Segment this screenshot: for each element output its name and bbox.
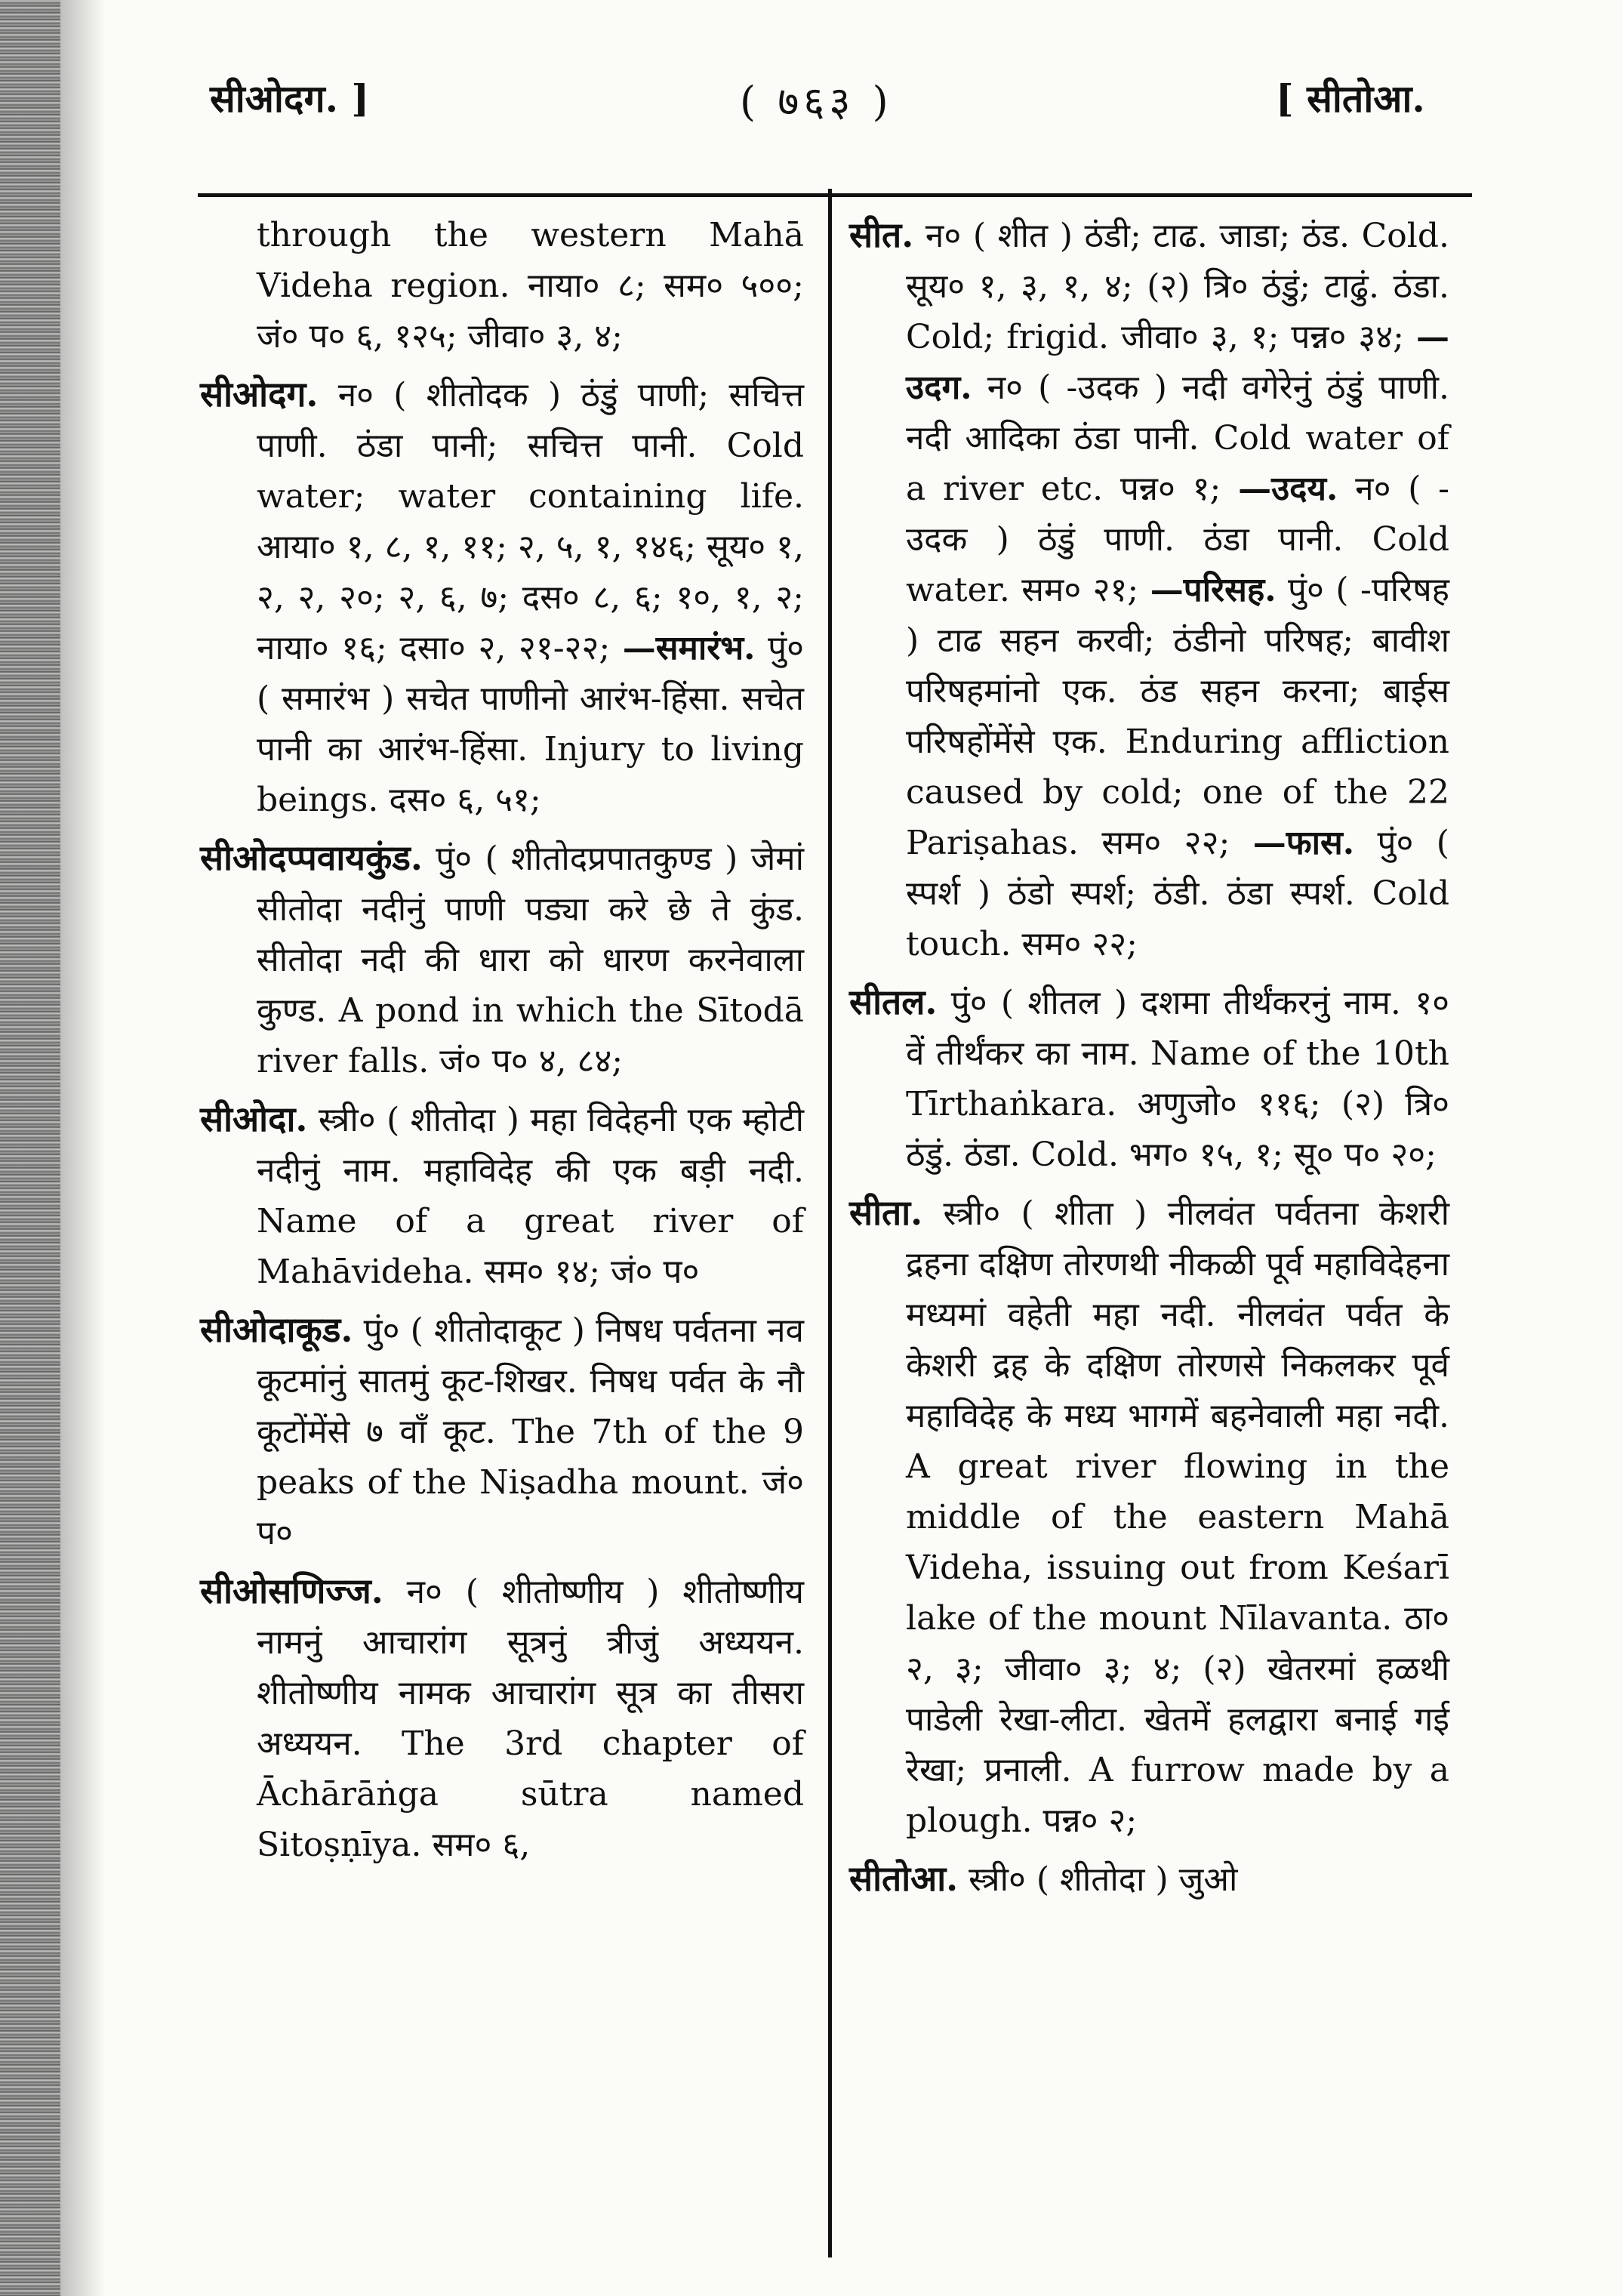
entry-text: स्त्री० ( शीतोदा ) महा विदेहनी एक म्होटी नदीनुं नाम. महाविदेह की एक बड़ी नदी. Name of a great river of Mahāvideha. सम० १४; जं० प० xyxy=(257,1101,804,1291)
entry-sub-headword: —फास. xyxy=(1252,824,1355,862)
entry-sub-headword: —उदय. xyxy=(1238,470,1338,508)
dictionary-entry xyxy=(200,1305,804,1558)
running-head-left: सीओदग. ] xyxy=(210,76,370,121)
entry-headword: सीओदाकूड. xyxy=(200,1309,353,1350)
entry-headword: सीत. xyxy=(849,214,914,255)
dictionary-entry xyxy=(200,833,804,1086)
column-divider xyxy=(828,189,832,2257)
entry-sub-headword: —परिसह. xyxy=(1150,571,1277,609)
entry-text: स्त्री० ( शीता ) नीलवंत पर्वतना केशरी द्रहना दक्षिण तोरणथी नीकळी पूर्व महाविदेहना मध्यमां वहेती महा नदी. नीलवंत पर्वत के केशरी द्रह के दक्षिण तोरणसे निकलकर पूर्व महाविदेह के मध्य भागमें बहनेवाली महा नदी. A great river flowing in the middle of the eastern Mahā Videha, issuing out from Keśarī lake of the mount Nīlavanta. ठा० २, ३; जीवा० ३; ४; (२) खेतरमां हळथी पाडेली रेखा-लीटा. खेतमें हलद्वारा बनाई गई रेखा; प्रनाली. A furrow made by a plough. पन्न० २; xyxy=(906,1194,1449,1840)
entry-headword: सीओसणिज्ज. xyxy=(200,1570,383,1611)
dictionary-entry xyxy=(849,977,1449,1180)
entry-sub-headword: —समारंभ. xyxy=(622,629,756,667)
entry-text: न० ( शीत ) ठंडी; टाढ. जाडा; ठंड. Cold. सूय० १, ३, १, ४; (२) त्रि० ठंडुं; टाढुं. ठंडा. Cold; frigid. जीवा० ३, १; पन्न० ३४; xyxy=(906,217,1449,356)
entry-text: पुं० ( शीतोदप्रपातकुण्ड ) जेमां सीतोदा नदीनुं पाणी पड्या करे छे ते कुंड. सीतोदा नदी की धारा को धारण करनेवाला कुण्ड. A pond in which the Sītodā river falls. जं० प० ४, ८४; xyxy=(257,840,804,1080)
entry-text: पुं० ( शीतल ) दशमा तीर्थंकरनुं नाम. १० वें तीर्थंकर का नाम. Name of the 10th Tīrthaṅkara. अणुजो० ११६; (२) त्रि० ठंडुं. ठंडा. Cold. भग० १५, १; सू० प० २०; xyxy=(906,984,1449,1174)
entry-sub-text: न० ( -उदक ) ठंडुं पाणी. ठंडा पानी. Cold water. सम० २१; xyxy=(906,470,1449,609)
entry-text: न० ( शीतोष्णीय ) शीतोष्णीय नामनुं आचारांग सूत्रनुं त्रीजुं अध्ययन. शीतोष्णीय नामक आचारांग सूत्र का तीसरा अध्ययन. The 3rd chapter of Āchārāṅga sūtra named Sitoṣṇīya. सम० ६, xyxy=(257,1573,804,1864)
entry-headword: सीओदा. xyxy=(200,1099,308,1139)
header-rule xyxy=(198,193,1472,197)
entry-headword: सीओदप्पवायकुंड. xyxy=(200,837,423,878)
left-column xyxy=(200,210,804,1878)
dictionary-entry xyxy=(200,369,804,825)
entry-sub-text: पुं० ( समारंभ ) सचेत पाणीनो आरंभ-हिंसा. सचेत पानी का आरंभ-हिंसा. Injury to living beings. दस० ६, ५१; xyxy=(257,629,804,819)
entry-text: through the western Mahā Videha region. नाया० ८; सम० ५००; जं० प० ६, १२५; जीवा० ३, ४; xyxy=(257,216,804,356)
dictionary-entry xyxy=(200,1094,804,1297)
entry-sub-text: न० ( -उदक ) नदी वगेरेनुं ठंडुं पाणी. नदी आदिका ठंडा पानी. Cold water of a river etc. पन्न० १; xyxy=(906,368,1449,508)
page-binding-edge xyxy=(0,0,60,2296)
entry-text: पुं० ( शीतोदाकूट ) निषध पर्वतना नव कूटमांनुं सातमुं कूट-शिखर. निषध पर्वत के नौ कूटोंमेंसे ७ वाँ कूट. The 7th of the 9 peaks of the Niṣadha mount. जं० प० xyxy=(257,1311,804,1552)
page-number: ( ७६३ ) xyxy=(740,78,893,125)
entry-sub-text: पुं० ( स्पर्श ) ठंडो स्पर्श; ठंडी. ठंडा स्पर्श. Cold touch. सम० २२; xyxy=(906,824,1449,963)
binding-shadow xyxy=(60,0,106,2296)
dictionary-entry xyxy=(849,1854,1449,1905)
entry-headword: सीता. xyxy=(849,1192,923,1233)
entry-headword: सीतोआ. xyxy=(849,1858,959,1899)
dictionary-entry xyxy=(849,210,1449,969)
entry-sub-text: पुं० ( -परिषह ) टाढ सहन करवी; ठंडीनो परिषह; बावीश परिषहमांनो एक. ठंड सहन करना; बाईस परिषहोंमेंसे एक. Enduring affliction caused by cold; one of the 22 Pariṣahas. सम० २२; xyxy=(906,571,1450,862)
dictionary-entry xyxy=(849,1188,1449,1846)
entry-text: स्त्री० ( शीतोदा ) जुओ xyxy=(969,1860,1238,1899)
entry-headword: सीओदग. xyxy=(200,374,319,415)
entry-headword: सीतल. xyxy=(849,982,938,1022)
right-column xyxy=(849,210,1449,1912)
entry-text: न० ( शीतोदक ) ठंडुं पाणी; सचित्त पाणी. ठंडा पानी; सचित्त पानी. Cold water; water containing life. आया० १, ८, १, ११; २, ५, १, १४६; सूय० १, २, २, २०; २, ६, ७; दस० ८, ६; १०, १, २; नाया० १६; दसा० २, २१-२२; xyxy=(257,376,804,667)
entry-sub-headword: —उदग. xyxy=(906,318,1449,407)
dictionary-entry xyxy=(200,210,804,362)
running-head-right: [ सीतोआ. xyxy=(1276,76,1425,121)
dictionary-entry xyxy=(200,1566,804,1870)
